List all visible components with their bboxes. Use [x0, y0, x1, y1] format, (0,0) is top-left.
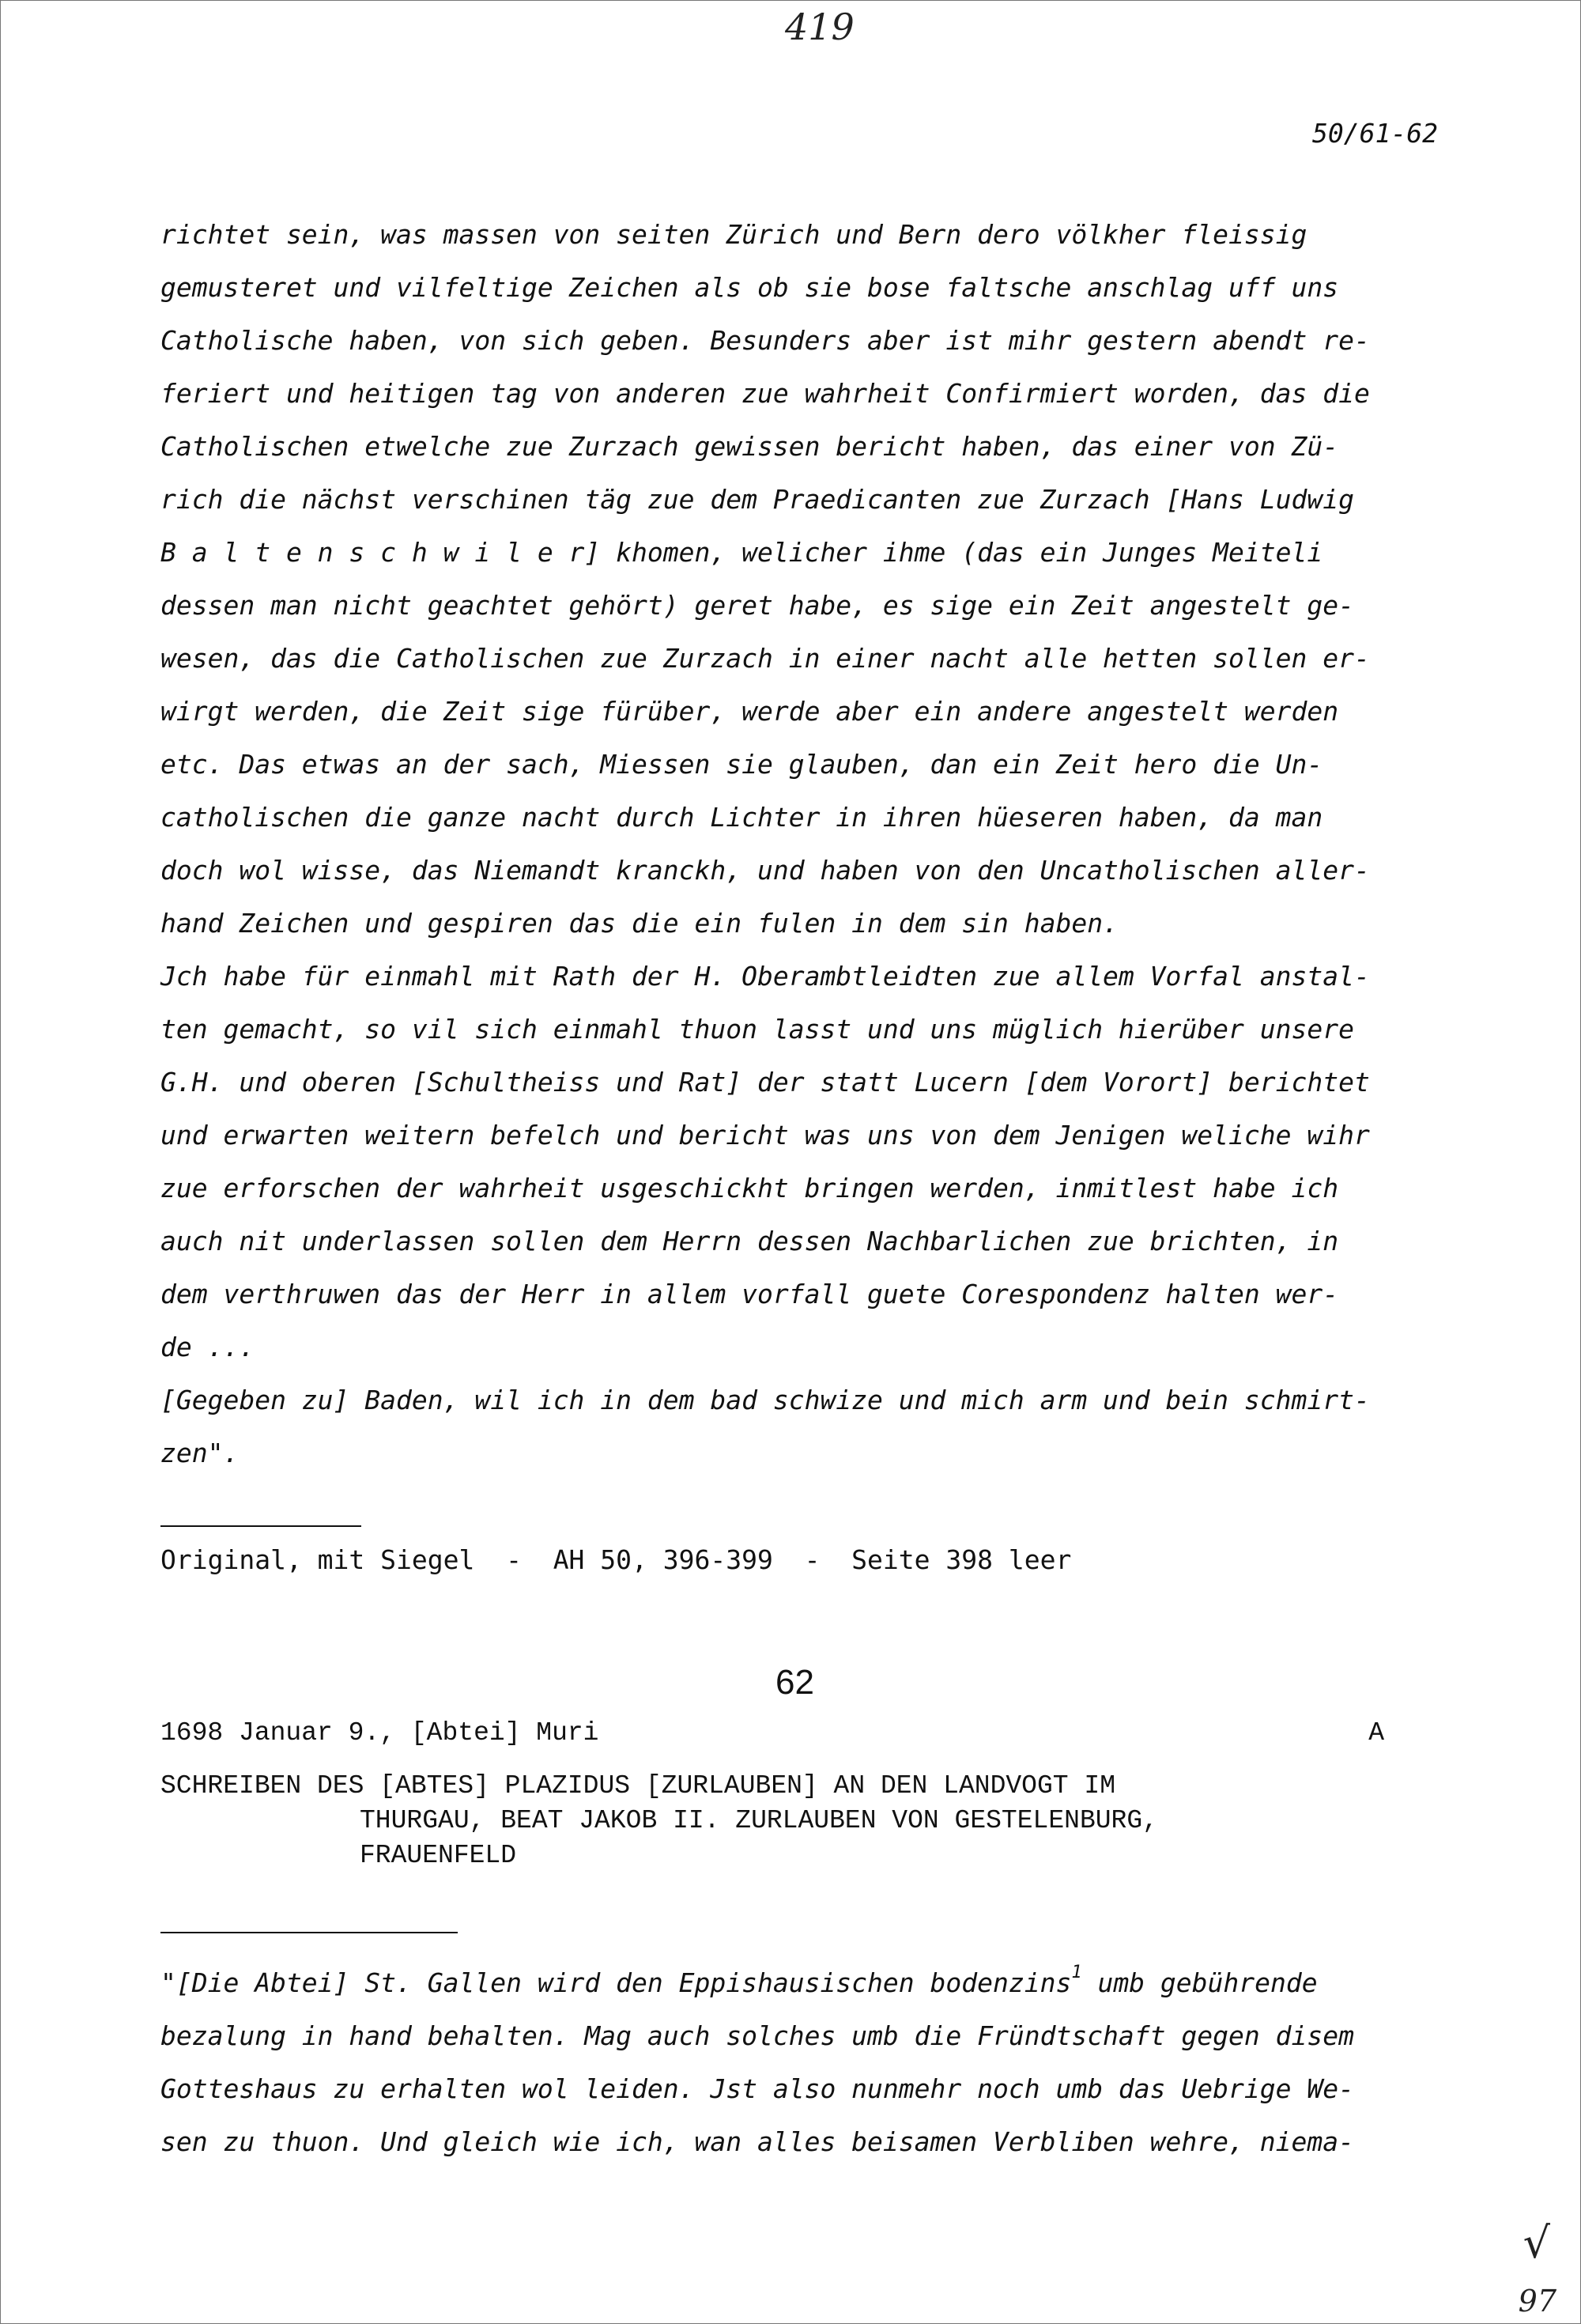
document-reference: 50/61-62	[1312, 118, 1438, 149]
document-number: 62	[775, 1663, 814, 1702]
text-line: ten gemacht, so vil sich einmahl thuon lasst und uns müglich hierüber unsere	[160, 1014, 1354, 1045]
title-line: FRAUENFELD	[360, 1841, 517, 1870]
text-line: wirgt werden, die Zeit sige fürüber, werde aber ein andere angestelt werden	[160, 696, 1339, 727]
text-line: Catholische haben, von sich geben. Besunders aber ist mihr gestern abendt re-	[160, 325, 1370, 356]
text-line: de ...	[160, 1332, 255, 1362]
document-header	[160, 1718, 1384, 1748]
text-line: gemusteret und vilfeltige Zeichen als ob sie bose faltsche anschlag uff uns	[160, 272, 1339, 303]
text-line	[160, 1956, 1441, 2009]
text-line: dessen man nicht geachtet gehört) geret habe, es sige ein Zeit angestelt ge-	[160, 590, 1354, 621]
title-line: SCHREIBEN DES [ABTES] PLAZIDUS [ZURLAUBEN] AN DEN LANDVOGT IM	[160, 1771, 1115, 1801]
text-line: zue erforschen der wahrheit usgeschickht bringen werden, inmitlest habe ich	[160, 1173, 1339, 1204]
text-line: Catholischen etwelche zue Zurzach gewissen bericht haben, das einer von Zü-	[160, 431, 1339, 462]
text-line: wesen, das die Catholischen zue Zurzach in einer nacht alle hetten sollen er-	[160, 643, 1370, 674]
handwritten-folio-number: 419	[785, 6, 855, 48]
text-line: rich die nächst verschinen täg zue dem Praedicanten zue Zurzach [Hans Ludwig	[160, 484, 1354, 515]
text-line: sen zu thuon. Und gleich wie ich, wan alles beisamen Verbliben wehre, niema-	[160, 2126, 1354, 2157]
letter-text-continued	[160, 208, 1441, 1479]
text-line: richtet sein, was massen von seiten Zürich und Bern dero völkher fleissig	[160, 219, 1307, 250]
document-type-letter: A	[1368, 1718, 1384, 1748]
section-divider	[160, 1525, 361, 1527]
text-line: feriert und heitigen tag von anderen zue wahrheit Confirmiert worden, das die	[160, 378, 1370, 409]
text-segment: "[Die Abtei] St. Gallen wird den Eppishausischen bodenzins	[160, 1967, 1072, 1998]
document-title	[160, 1769, 1158, 1873]
text-line: doch wol wisse, das Niemandt kranckh, und haben von den Uncatholischen aller-	[160, 855, 1370, 886]
source-note: Original, mit Siegel - AH 50, 396-399 - Seite 398 leer	[160, 1544, 1072, 1575]
text-line: [Gegeben zu] Baden, wil ich in dem bad schwize und mich arm und bein schmirt-	[160, 1385, 1370, 1415]
text-line: bezalung in hand behalten. Mag auch solches umb die Fründtschaft gegen disem	[160, 2020, 1354, 2051]
section-divider	[160, 1932, 458, 1933]
text-line: auch nit underlassen sollen dem Herrn dessen Nachbarlichen zue brichten, in	[160, 1226, 1339, 1256]
handwritten-page-mark: 97	[1518, 2284, 1556, 2318]
text-line: B a l t e n s c h w i l e r] khomen, welicher ihme (das ein Junges Meiteli	[160, 537, 1323, 568]
text-line: Gotteshaus zu erhalten wol leiden. Jst also nunmehr noch umb das Uebrige We-	[160, 2073, 1354, 2104]
text-line: Jch habe für einmahl mit Rath der H. Oberambtleidten zue allem Vorfal anstal-	[160, 961, 1370, 992]
text-line: G.H. und oberen [Schultheiss und Rat] der statt Lucern [dem Vorort] berichtet	[160, 1067, 1370, 1098]
text-line: und erwarten weitern befelch und bericht was uns von dem Jenigen weliche wihr	[160, 1120, 1370, 1151]
letter-text-start	[160, 1956, 1441, 2168]
text-line: etc. Das etwas an der sach, Miessen sie glauben, dan ein Zeit hero die Un-	[160, 749, 1323, 780]
text-line: catholischen die ganze nacht durch Lichter in ihren hüeseren haben, da man	[160, 802, 1323, 833]
date-place: 1698 Januar 9., [Abtei] Muri	[160, 1718, 599, 1748]
text-line: dem verthruwen das der Herr in allem vorfall guete Corespondenz halten wer-	[160, 1279, 1339, 1309]
text-line: hand Zeichen und gespiren das die ein fulen in dem sin haben.	[160, 908, 1119, 939]
handwritten-check-mark: √	[1523, 2218, 1550, 2268]
title-line: THURGAU, BEAT JAKOB II. ZURLAUBEN VON GESTELENBURG,	[360, 1806, 1158, 1835]
footnote-reference: 1	[1071, 1963, 1082, 1982]
text-line: zen".	[160, 1438, 240, 1468]
text-segment: umb gebührende	[1081, 1967, 1318, 1998]
